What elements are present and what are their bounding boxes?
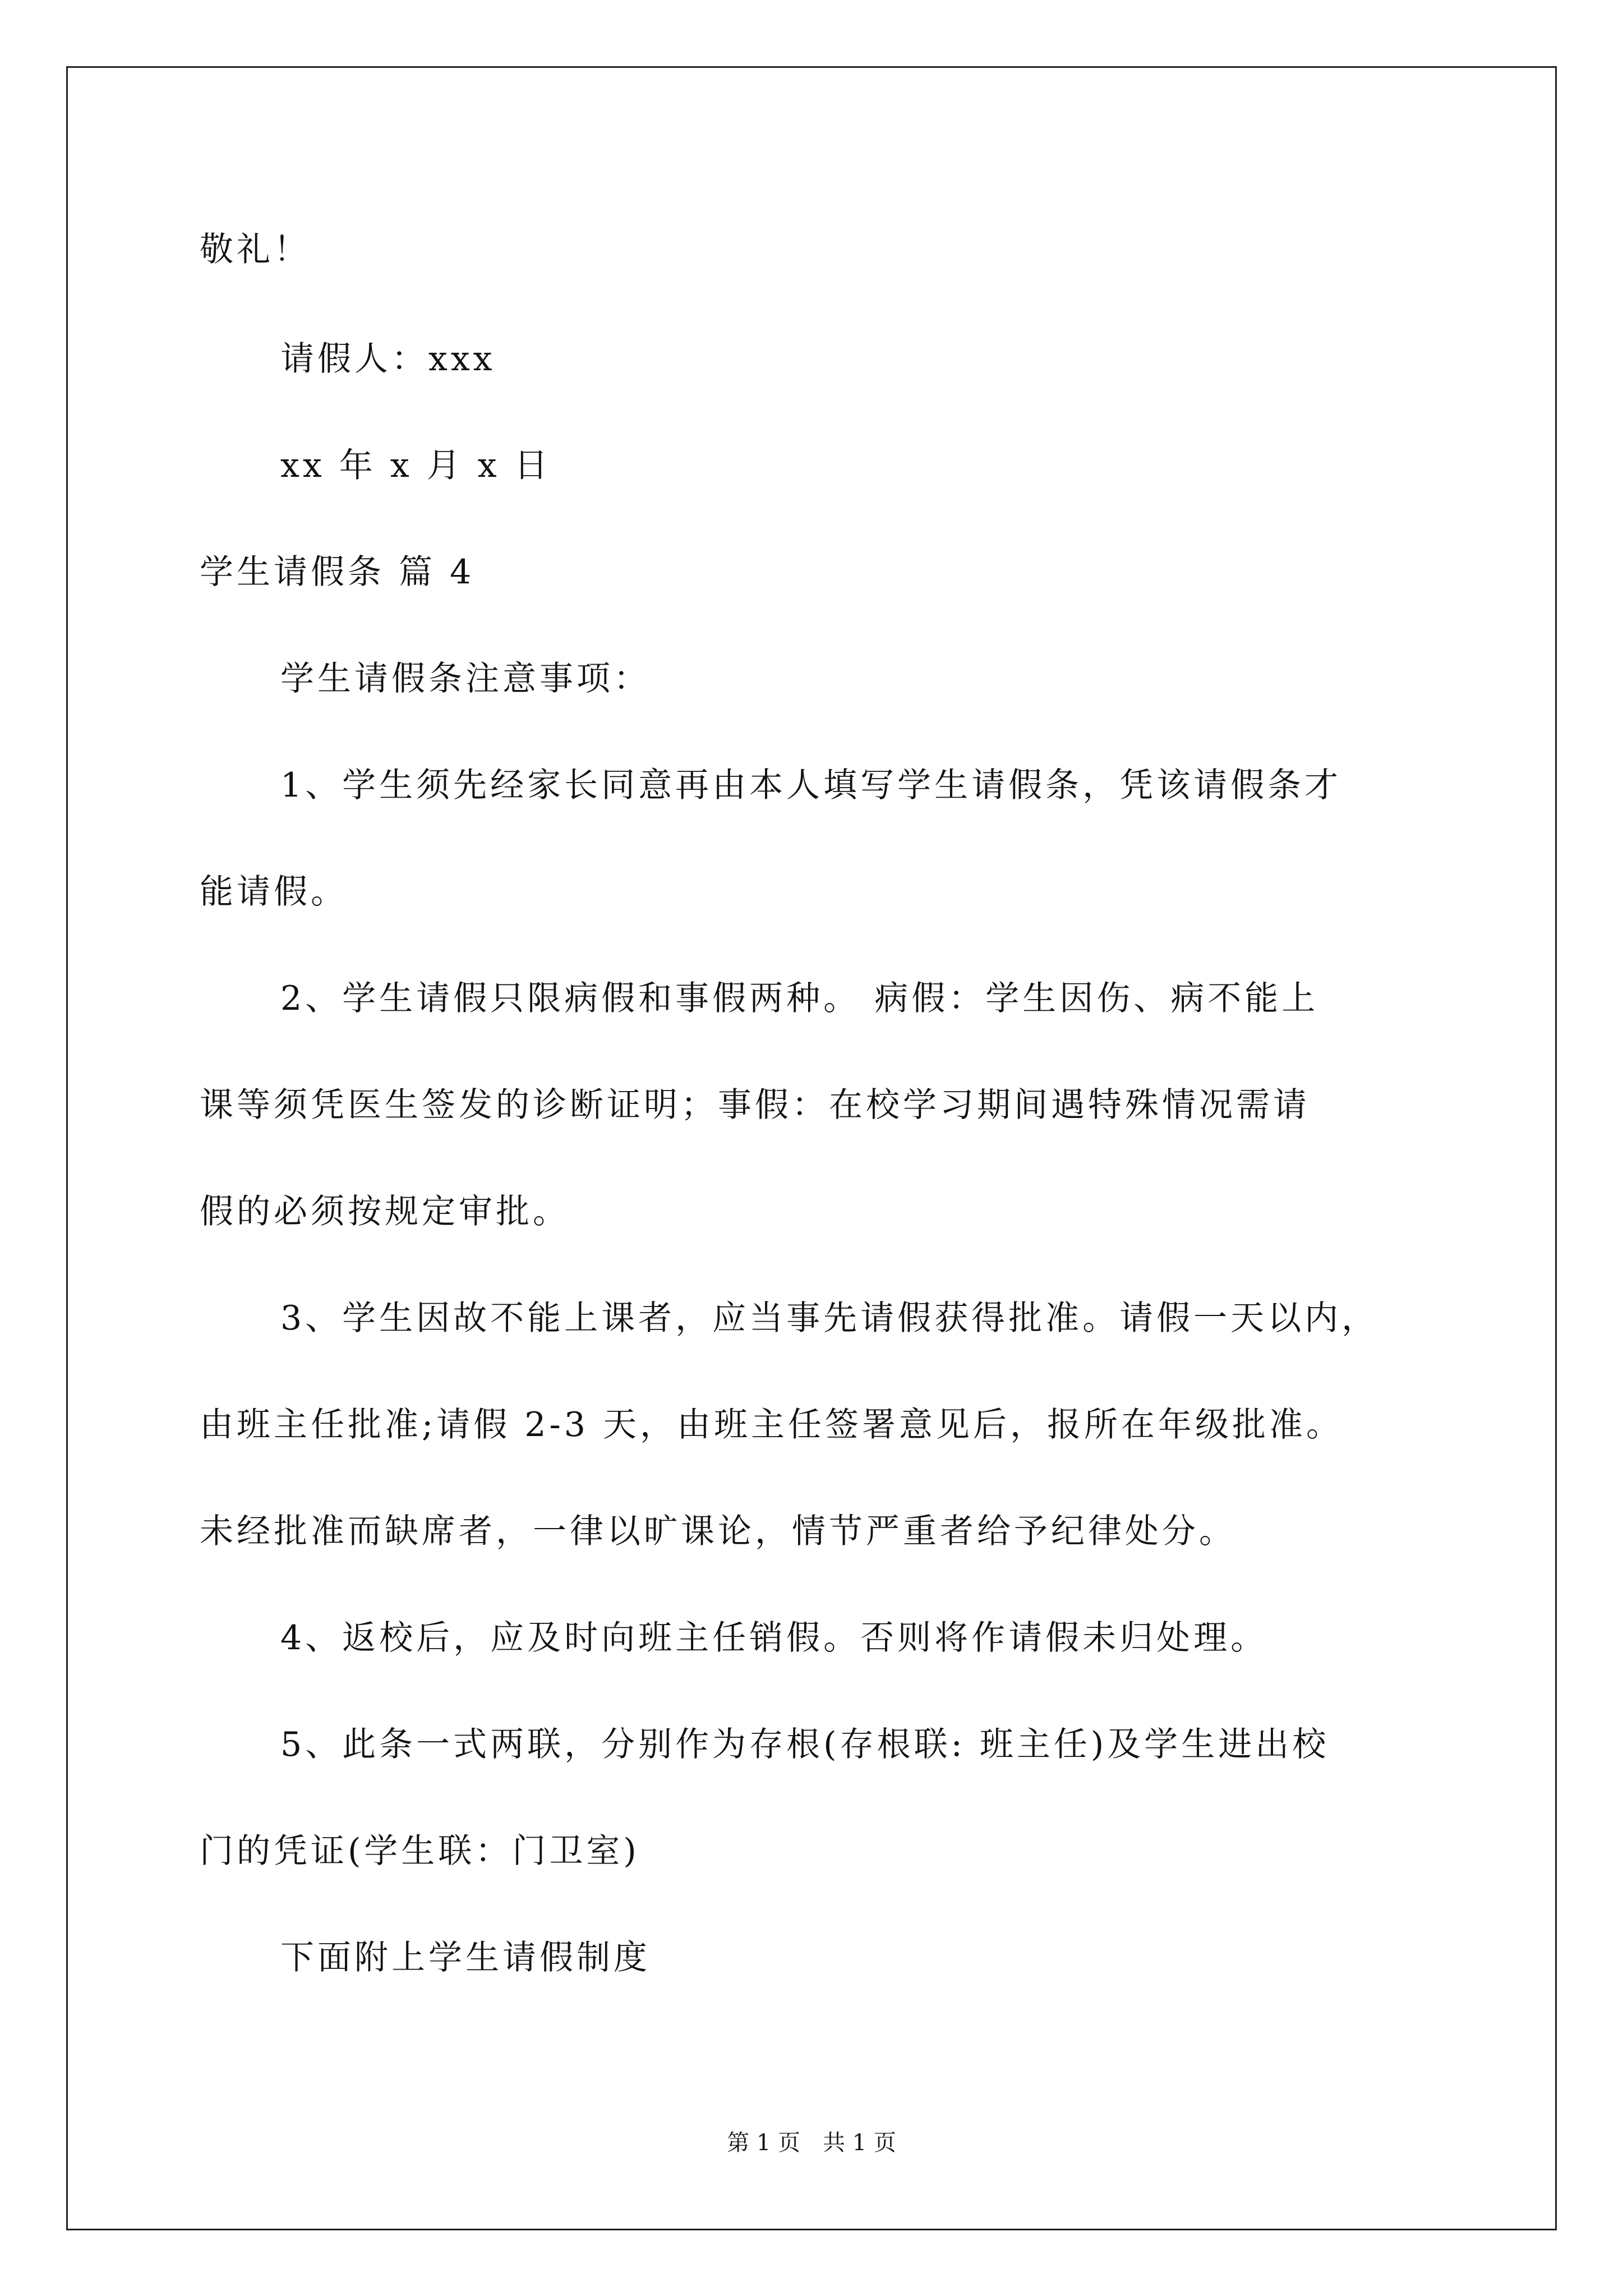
page-footer: 第 1 页 共 1 页 xyxy=(727,2130,896,2156)
paragraph-line: 由班主任批准;请假 2-3 天，由班主任签署意见后，报所在年级批准。 xyxy=(200,1405,1343,1444)
notes-heading: 学生请假条注意事项： xyxy=(280,659,651,698)
paragraph-line: 2、学生请假只限病假和事假两种。 病假：学生因伤、病不能上 xyxy=(280,979,1319,1018)
signature-line: 请假人：xxx xyxy=(280,339,496,379)
date-line: xx 年 x 月 x 日 xyxy=(280,446,551,485)
closing-salutation: 敬礼！ xyxy=(200,230,311,269)
page-border xyxy=(66,66,1557,2230)
paragraph-line: 4、返校后，应及时向班主任销假。否则将作请假未归处理。 xyxy=(280,1618,1268,1658)
section-heading: 学生请假条 篇 4 xyxy=(200,553,475,592)
paragraph-line: 能请假。 xyxy=(200,872,348,912)
paragraph-line: 未经批准而缺席者，一律以旷课论，情节严重者给予纪律处分。 xyxy=(200,1512,1236,1551)
paragraph-line: 1、学生须先经家长同意再由本人填写学生请假条，凭该请假条才 xyxy=(280,766,1342,805)
paragraph-line: 下面附上学生请假制度 xyxy=(280,1938,651,1977)
paragraph-line: 门的凭证(学生联：门卫室) xyxy=(200,1832,640,1871)
paragraph-line: 3、学生因故不能上课者，应当事先请假获得批准。请假一天以内， xyxy=(280,1299,1379,1338)
paragraph-line: 5、此条一式两联，分别作为存根(存根联: 班主任)及学生进出校 xyxy=(280,1725,1330,1764)
paragraph-line: 课等须凭医生签发的诊断证明；事假：在校学习期间遇特殊情况需请 xyxy=(200,1085,1310,1125)
paragraph-line: 假的必须按规定审批。 xyxy=(200,1192,570,1231)
